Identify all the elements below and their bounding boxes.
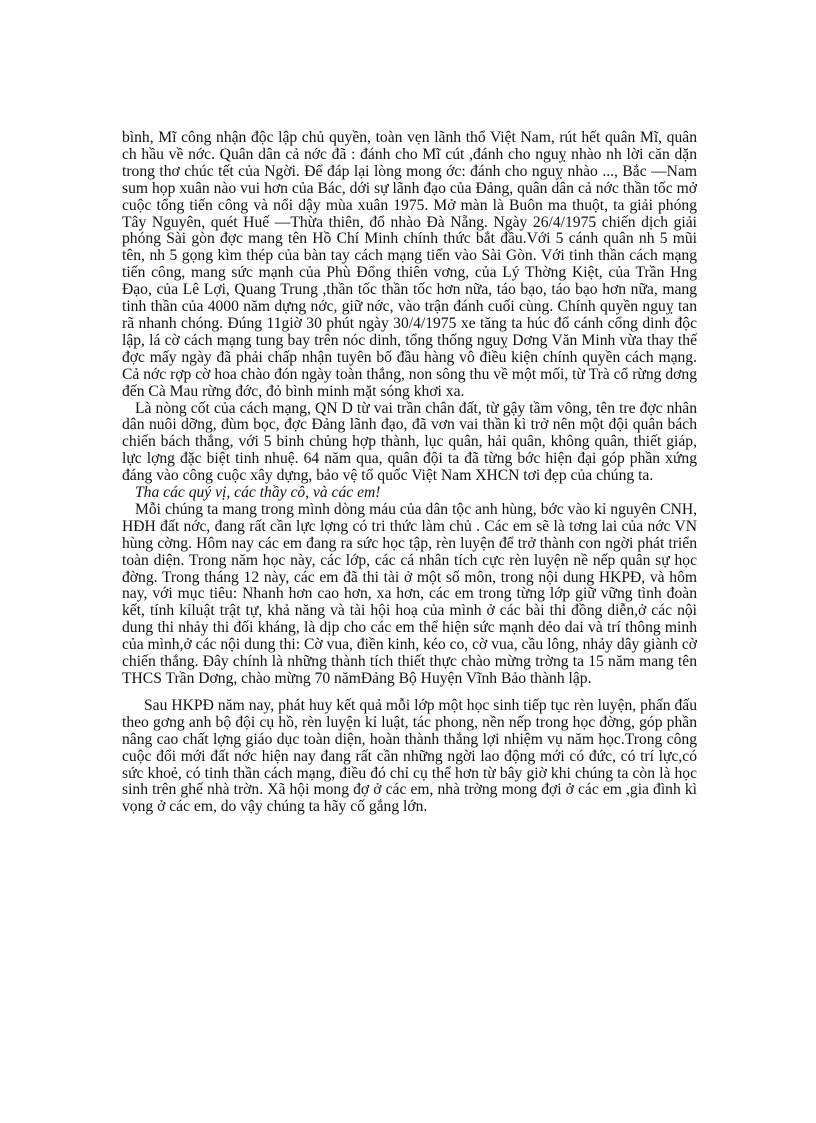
paragraph-army-role: Là nòng cốt của cách mạng, QN D từ vai trần chân đất, từ gậy tầm vông, tên tre đợc nhân dân nuôi dỡng, đùm bọc, đợc Đảng lãnh đạo, đã vơn vai thần kì trở nên một đội quân bách chiến bách thắng, với 5 binh chủng hợp thành, lục quân, hải quân, không quân, thiết giáp, lực lợng đặc biệt tinh nhuệ. 64 năm qua, quân đội ta đã từng bớc hiện đại góp phần xứng đáng vào công cuộc xây dựng, bảo vệ tổ quốc Việt Nam XHCN tơi đẹp của chúng ta. <box>122 399 697 485</box>
paragraph-greeting: Tha các quý vị, các thầy cô, và các em! <box>135 484 381 502</box>
paragraph-victory-1975: bình, Mĩ công nhận độc lập chủ quyền, toàn vẹn lãnh thổ Việt Nam, rút hết quân Mĩ, quân ch hầu về nớc. Quân dân cả nớc đã : đánh cho Mĩ cút ,đánh cho nguỵ nhào nh lời căn dặn trong thơ chúc tết của Ngời. Để đáp lại lòng mong ớc: đánh cho nguỵ nhào ..., Bắc —Nam sum họp xuân nào vui hơn của Bác, dới sự lãnh đạo của Đảng, quân dân cả nớc thần tốc mở cuộc tổng tiến công và nổi dậy mùa xuân 1975. Mở màn là Buôn ma thuột, ta giải phóng Tây Nguyên, quét Huế —Thừa thiên, đổ nhào Đà Nẵng. Ngày 26/4/1975 chiến dịch giải phóng Sài gòn đợc mang tên Hồ Chí Minh chính thức bắt đầu.Với 5 cánh quân nh 5 mũi tên, nh 5 gọng kìm thép của bàn tay cách mạng tiến vào Sài Gòn. Với tinh thần cách mạng tiến công, mang sức mạnh của Phù Đổng thiên vơng, của Lý Thờng Kiệt, của Trần Hng Đạo, của Lê Lợi, Quang Trung ,thần tốc thần tốc hơn nữa, táo bạo, táo bạo hơn nữa, mang tinh thần của 4000 năm dựng nớc, giữ nớc, vào trận đánh cuối cùng. Chính quyền nguỵ tan rã nhanh chóng. Đúng 11giờ 30 phút ngày 30/4/1975 xe tăng ta húc đổ cánh cổng dinh độc lập, lá cờ cách mạng tung bay trên nóc dinh, tổng thống nguỵ Dơng Văn Minh vừa thay thế đợc mấy ngày đã phải chấp nhận tuyên bố đầu hàng vô điều kiện chính quyền cách mạng. Cả nớc rợp cờ hoa chào đón ngày toàn thắng, non sông thu về một mối, từ Trà cổ rừng dơng đến Cà Mau rừng đớc, đỏ bình minh mặt sóng khơi xa. <box>122 129 697 400</box>
paragraph-students-mission: Mỗi chúng ta mang trong mình dòng máu của dân tộc anh hùng, bớc vào kỉ nguyên CNH, HĐH đất nớc, đang rất cần lực lợng có tri thức làm chủ . Các em sẽ là tơng lai của nớc VN hùng cờng. Hôm nay các em đang ra sức học tập, rèn luyện để trở thành con ngời phát triển toàn diện. Trong năm học này, các lớp, các cá nhân tích cực rèn luyện nề nếp quân sự học đờng. Trong tháng 12 này, các em đã thi tài ở một số môn, trong nội dung HKPĐ, và hôm nay, với mục tiêu: Nhanh hơn cao hơn, xa hơn, các em trong từng lớp giữ vững tình đoàn kết, tính kỉluật trật tự, khả năng và tài hội hoạ của mình ở các bài thi đồng diễn,ở các nội dung thi nhảy thi đối kháng, là dịp cho các em thể hiện sức mạnh dẻo dai và trí thông minh của mình,ở các nội dung thi: Cờ vua, điền kinh, kéo co, cờ vua, cầu lông, nhảy dây giành cờ chiến thắng. Đây chính là những thành tích thiết thực chào mừng trờng ta 15 năm mang tên THCS Trần Dơng, chào mừng 70 nămĐảng Bộ Huyện Vĩnh Bảo thành lập. <box>122 500 697 687</box>
paragraph-after-hkpd: Sau HKPĐ năm nay, phát huy kết quả mỗi lớp một học sinh tiếp tục rèn luyện, phấn đấu theo gơng anh bộ đội cụ hồ, rèn luyện kỉ luật, tác phong, nền nếp trong học đờng, góp phần nâng cao chất lợng giáo dục toàn diện, hoàn thành thắng lợi nhiệm vụ năm học.Trong công cuộc đổi mới đất nớc hiện nay đang rất cần những ngời lao động mới có đức, có trí lực,có sức khoẻ, có tinh thần cách mạng, điều đó chỉ cụ thể hơn từ bây giờ khi chúng ta còn là học sinh trên ghế nhà trờn. Xã hội mong đợ ở các em, nhà trờng mong đợi ở các em ,gia đình kì vọng ở các em, do vậy chúng ta hãy cố gắng lớn. <box>122 696 697 816</box>
document-page <box>122 130 697 816</box>
